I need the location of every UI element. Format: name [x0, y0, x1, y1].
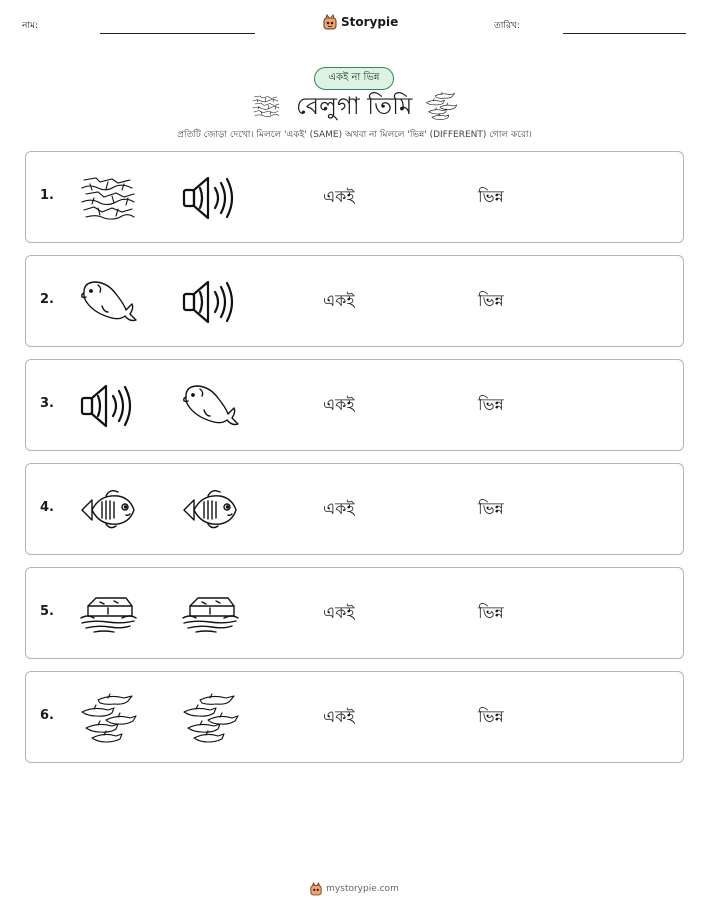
dolphin-pod-icon — [424, 91, 458, 121]
ice-icon — [78, 172, 138, 224]
question-card — [25, 463, 684, 555]
name-label: নাম: — [22, 21, 39, 31]
beluga-icon — [78, 276, 138, 328]
option-different[interactable]: ভিন্ন — [478, 395, 504, 414]
ice-icon — [251, 93, 281, 119]
option-different[interactable]: ভিন্ন — [478, 187, 504, 206]
page-title: বেলুগা তিমি — [296, 92, 413, 120]
speaker-icon — [180, 172, 240, 224]
option-same[interactable]: একই — [323, 395, 355, 414]
ice-floe-icon — [78, 588, 138, 640]
question-card — [25, 359, 684, 451]
instructions: প্রতিটি জোড়া দেখো। মিললে 'একই' (SAME) অথবা না মিললে 'ভিন্ন' (DIFFERENT) গোল করো। — [177, 130, 532, 140]
date-label: তারিখ: — [494, 21, 520, 31]
fish-icon — [78, 484, 138, 536]
name-field-line[interactable] — [100, 33, 255, 34]
option-same[interactable]: একই — [323, 707, 355, 726]
dolphin-pod-icon — [180, 692, 240, 744]
speaker-icon — [180, 276, 240, 328]
question-card — [25, 151, 684, 243]
question-number: 5. — [40, 604, 54, 619]
question-card — [25, 255, 684, 347]
question-number: 2. — [40, 292, 54, 307]
activity-badge: একই না ভিন্ন — [314, 67, 394, 90]
title-row — [0, 89, 709, 125]
option-different[interactable]: ভিন্ন — [478, 499, 504, 518]
brand-name: Storypie — [341, 15, 399, 29]
speaker-icon — [78, 380, 138, 432]
footer-url: mystorypie.com — [326, 884, 399, 894]
question-card — [25, 671, 684, 763]
option-different[interactable]: ভিন্ন — [478, 291, 504, 310]
ice-floe-icon — [180, 588, 240, 640]
option-different[interactable]: ভিন্ন — [478, 707, 504, 726]
question-number: 3. — [40, 396, 54, 411]
brand-logo — [323, 13, 398, 31]
option-same[interactable]: একই — [323, 291, 355, 310]
worksheet-header — [0, 0, 709, 50]
date-field-line[interactable] — [563, 33, 686, 34]
dolphin-pod-icon — [78, 692, 138, 744]
option-same[interactable]: একই — [323, 603, 355, 622]
question-number: 4. — [40, 500, 54, 515]
question-card — [25, 567, 684, 659]
option-same[interactable]: একই — [323, 499, 355, 518]
storypie-mascot-icon — [310, 882, 322, 896]
fish-icon — [180, 484, 240, 536]
beluga-icon — [180, 380, 240, 432]
footer — [0, 880, 709, 898]
option-different[interactable]: ভিন্ন — [478, 603, 504, 622]
question-number: 1. — [40, 188, 54, 203]
option-same[interactable]: একই — [323, 187, 355, 206]
storypie-mascot-icon — [323, 14, 337, 30]
question-number: 6. — [40, 708, 54, 723]
